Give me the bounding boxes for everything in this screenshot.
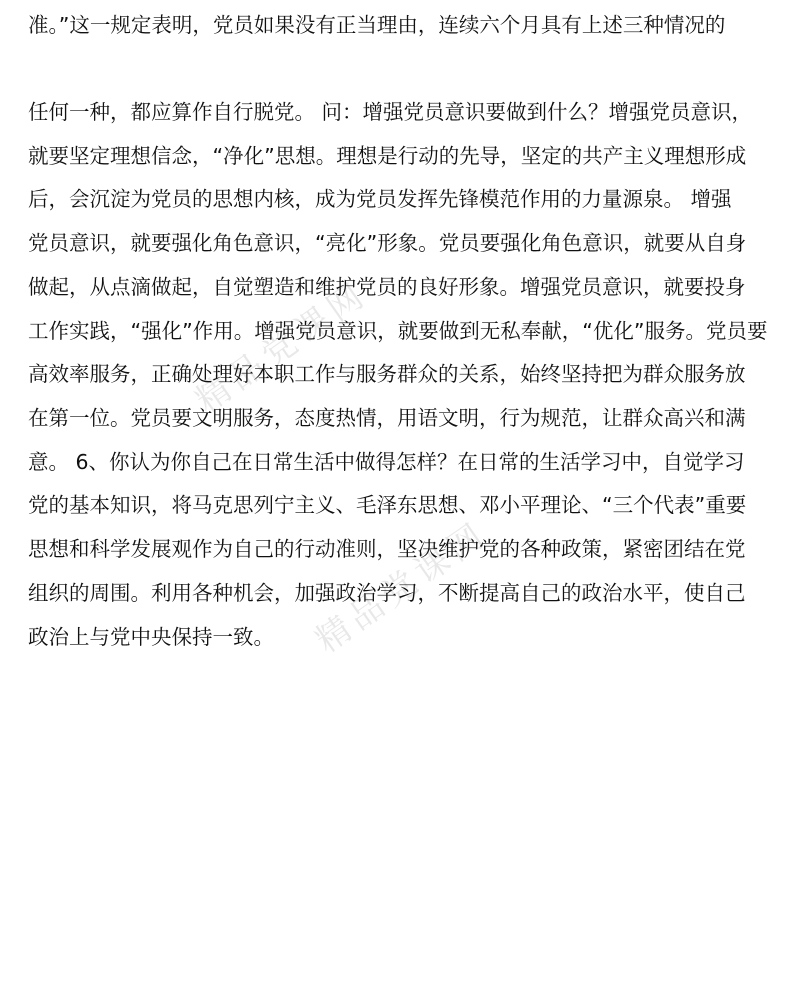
text-line: 任何一种，都应算作自行脱党。 问：增强党员意识要做到什么？增强党员意识， — [28, 100, 753, 124]
text-line: 思想和科学发展观作为自己的行动准则，坚决维护党的各种政策，紧密团结在党 — [28, 537, 746, 561]
text-line: 就要坚定理想信念，“净化”思想。理想是行动的先导，坚定的共产主义理想形成 — [28, 144, 747, 168]
text-line: 组织的周围。利用各种机会，加强政治学习，不断提高自己的政治水平，使自己 — [28, 581, 746, 605]
text-line: 党的基本知识，将马克思列宁主义、毛泽东思想、邓小平理论、“三个代表”重要 — [28, 493, 747, 517]
text-line: 在第一位。党员要文明服务，态度热情，用语文明，行为规范，让群众高兴和满 — [28, 406, 746, 430]
text-line: 后，会沉淀为党员的思想内核，成为党员发挥先锋模范作用的力量源泉。 增强 — [28, 187, 732, 211]
watermark: 精品党课网 — [308, 513, 496, 662]
text-line: 党员意识，就要强化角色意识，“亮化”形象。党员要强化角色意识，就要从自身 — [28, 231, 747, 255]
text-line: 政治上与党中央保持一致。 — [28, 625, 274, 649]
watermark: 精品党课网 — [188, 273, 376, 422]
text-line: 做起，从点滴做起，自觉塑造和维护党员的良好形象。增强党员意识，就要投身 — [28, 275, 746, 299]
text-line: 意。 6、你认为你自己在日常生活中做得怎样？在日常的生活学习中，自觉学习 — [28, 450, 745, 474]
text-line: 高效率服务，正确处理好本职工作与服务群众的关系，始终坚持把为群众服务放 — [28, 362, 746, 386]
text-line: 工作实践，“强化”作用。增强党员意识，就要做到无私奉献，“优化”服务。党员要 — [28, 319, 768, 343]
text-line: 准。”这一规定表明，党员如果没有正当理由，连续六个月具有上述三种情况的 — [28, 13, 726, 37]
